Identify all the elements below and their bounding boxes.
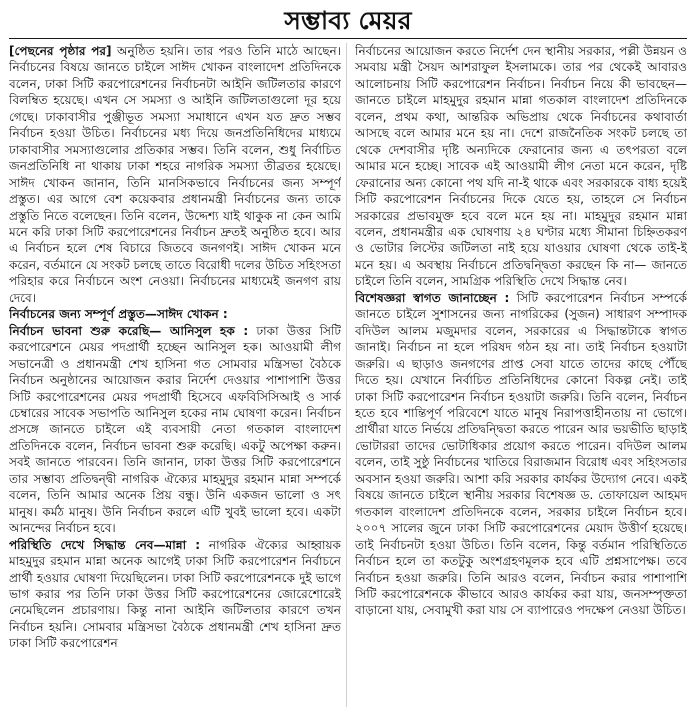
article-right-column [355,43,687,707]
paragraph-manna [9,537,341,652]
paragraph-experts [355,290,687,619]
continued-from-back-page-label: [পেছনের পৃষ্ঠার পর] [9,44,112,58]
paragraph-text: নাগরিক ঐক্যের আহ্বায়ক মাহমুদুর রহমান মান্না অনেক আগেই ঢাকা সিটি করপোরেশন নির্বাচনে প্রার্থী হওয়ার ঘোষণা দিয়েছিলেন। ঢাকা সিটি করপোরেশনকে দুই ভাগে ভাগ করার পর তিনি ঢাকা উত্তর সিটি করপোরেশনের জোরেশোরেই নেমেছিলেন প্রচারণায়। কিন্তু নানা আইনি জটিলতার কারণে তখন নির্বাচন হয়নি। সোমবার মন্ত্রিসভা বৈঠকে প্রধানমন্ত্রী শেখ হাসিনা দ্রুত ঢাকা সিটি করপোরেশন [9,537,341,651]
headline-rule [9,38,687,39]
paragraph-text: সিটি করপোরেশন নির্বাচন সম্পর্কে জানতে চাইলে সুশাসনের জন্য নাগরিকের (সুজন) সাধারণ সম্পাদক বদিউল আলম মজুমদার বলেন, সরকারের এ সিদ্ধান্তটাকে স্বাগত জানাই। নির্বাচন না হলে পরিষদ গঠন হয় না। তাই নির্বাচন হওয়াটা জরুরি। এ ছাড়াও জনগণের প্রাপ্ত সেবা যাতে তাদের কাছে পৌঁছে দিতে হয়। যেখানে নির্বাচিত প্রতিনিধিদের কোনো বিকল্প নেই। তাই ঢাকা সিটি করপোরেশন নির্বাচন হওয়াটা জরুরি। তিনি বলেন, নির্বাচন হতে হবে শান্তিপূর্ণ পরিবেশে যাতে মানুষ নিরাপত্তাহীনতায় না ভোগে। প্রার্থীরা যাতে নির্ভয়ে প্রতিদ্বন্দ্বিতা করতে পারেন আর ভয়ভীতি ছাড়াই ভোটাররা তাদের ভোটাধিকার প্রয়োগ করতে পারেন। বদিউল আলম বলেন, তাই সুষ্ঠু নির্বাচনের খাতিরে বিরাজমান বিরোধ এবং সহিংসতার অবসান হওয়া জরুরি। আশা করি সরকার কার্যকর উদ্যোগ নেবে। একই বিষয়ে জানতে চাইলে স্থানীয় সরকার বিশেষজ্ঞ ড. তোফায়েল আহমদ গতকাল বাংলাদেশ প্রতিদিনকে বলেন, সরকার চাইলে নির্বাচন হবে। ২০০৭ সালের জুনে ঢাকা সিটি করপোরেশনের মেয়াদ উত্তীর্ণ হয়েছে। তাই নির্বাচনটা হওয়া উচিত। তিনি বলেন, কিন্তু বর্তমান পরিস্থিতিতে নির্বাচন হলে তা কতটুকু অংশগ্রহণমূলক হবে এটি প্রশ্নসাপেক্ষ। তবে নির্বাচন হওয়া জরুরি। তিনি আরও বলেন, নির্বাচন করার পাশাপাশি সিটি করপোরেশনকে কীভাবে আরও কার্যকর করা যায়, জনসম্পৃক্ততা বাড়ানো যায়, সেবামুখী করা যায় সে ব্যাপারেও পদক্ষেপ নেওয়া উচিত। [355,290,687,618]
paragraph-manna-continued [355,43,687,290]
headline: সম্ভাব্য মেয়র [284,6,412,35]
subheading-anisul: নির্বাচন ভাবনা শুরু করেছি— আনিসুল হক : [9,323,249,338]
subheading-experts: বিশেষজ্ঞরা স্বাগত জানাচ্ছেন : [355,290,510,305]
paragraph-continuation [9,43,341,306]
paragraph-text: নির্বাচনের আয়োজন করতে নির্দেশ দেন স্থানীয় সরকার, পল্লী উন্নয়ন ও সমবায় মন্ত্রী সৈয়দ আশরাফুল ইসলামকে। তার পর থেকেই আবারও আলোচনায় সিটি করপোরেশন নির্বাচন। নির্বাচন নিয়ে কী ভাবছেন— জানতে চাইলে মাহমুদুর রহমান মান্না গতকাল বাংলাদেশ প্রতিদিনকে বলেন, প্রথম কথা, আন্তরিক অভিপ্রায় থেকে নির্বাচনের কথাবার্তা আসছে বলে আমার মনে হয় না। দেশে রাজনৈতিক সংকট চলছে তা থেকে দেশবাসীর দৃষ্টি অন্যদিকে ফেরানোর জন্য এ তৎপরতা বলে আমার মনে হচ্ছে। সাবেক এই আওয়ামী লীগ নেতা মনে করেন, দৃষ্টি ফেরানোর অন্য কোনো পথ যদি না-ই থাকে এবং সরকারকে বাধ্য হয়েই সিটি করপোরেশন নির্বাচনের দিকে যেতে হয়, তাহলে সে নির্বাচন সরকারের প্রভাবমুক্ত হবে বলে মনে হয় না। মাহমুদুর রহমান মান্না বলেন, প্রধানমন্ত্রীর এক ঘোষণায় ২৪ ঘণ্টার মধ্যে সীমানা চিহ্নিতকরণ ও ভোটার লিস্টের জটিলতা নাই হয়ে যাওয়ার ঘোষণা থেকে তাই-ই মনে হয়। এ অবস্থায় নির্বাচনে প্রতিদ্বন্দ্বিতা করছেন কি না— জানতে চাইলে তিনি বলেন, সামগ্রিক পরিস্থিতি দেখে সিদ্ধান্ত নেব। [355,44,687,289]
paragraph-text: ঢাকা উত্তর সিটি করপোরেশনে মেয়র পদপ্রার্থী হচ্ছেন আনিসুল হক। আওয়ামী লীগ সভানেত্রী ও প্রধানমন্ত্রী শেখ হাসিনা গত সোমবার মন্ত্রিসভা বৈঠকে নির্বাচন অনুষ্ঠানের আয়োজন করার নির্দেশ দেওয়ার পাশাপাশি উত্তর সিটি করপোরেশনের মেয়র পদপ্রার্থী হিসেবে এফবিসিসিআই ও সার্ক চেম্বারের সাবেক সভাপতি আনিসুল হকের নাম ঘোষণা করেন। নির্বাচন প্রসঙ্গে জানতে চাইলে এই ব্যবসায়ী নেতা গতকাল বাংলাদেশ প্রতিদিনকে বলেন, নির্বাচন ভাবনা শুরু করেছি। একটু অপেক্ষা করুন। সবই জানতে পারবেন। তিনি জানান, ঢাকা উত্তর সিটি করপোরেশনে তার সম্ভাব্য প্রতিদ্বন্দ্বী নাগরিক ঐক্যের মাহমুদুর রহমান মান্না সম্পর্কে বলেন, তিনি আমার অনেক প্রিয় বন্ধু। উনি একজন ভালো ও সৎ মানুষ। কর্মঠ মানুষ। উনি নির্বাচন করলে এটি খুবই ভালো হবে। একটা আনন্দের নির্বাচন হবে। [9,323,341,536]
subheading-manna: পরিস্থিতি দেখে সিদ্ধান্ত নেব—মান্না : [9,537,201,552]
paragraph-subheading-khokon [9,306,341,322]
paragraph-text: অনুষ্ঠিত হয়নি। তার পরও তিনি মাঠে আছেন। নির্বাচনের বিষয়ে জানতে চাইলে সাঈদ খোকন বাংলাদেশ প্রতিদিনকে বলেন, ঢাকা সিটি করপোরেশনের নির্বাচনটা আইনি জটিলতার কারণে বিলম্বিত হয়েছে। এখন সে সমস্যা ও আইনি জটিলতাগুলো দূর হয়ে গেছে। ঢাকাবাসীর পুঞ্জীভূত সমস্যা সমাধানে এখন যত দ্রুত সম্ভব নির্বাচন হওয়া উচিত। নির্বাচনের মধ্য দিয়ে জনপ্রতিনিধিদের মাধ্যমে ঢাকাবাসীর সমস্যাগুলোর প্রতিকার সম্ভব। তিনি বলেন, শুধু নির্বাচিত জনপ্রতিনিধি না থাকায় ঢাকা শহরে নাগরিক সমস্যা তীব্রতর হয়েছে। সাঈদ খোকন জানান, তিনি মানসিকভাবে নির্বাচনের জন্য সম্পূর্ণ প্রস্তুত। এর আগে বেশ কয়েকবার প্রধানমন্ত্রী নির্বাচনের জন্য তাকে প্রস্তুতি নিতে বলেছেন। তিনি বলেন, উদ্দেশ্য যাই থাকুক না কেন আমি মনে করি ঢাকা সিটি করপোরেশনের নির্বাচন দ্রুতই অনুষ্ঠিত হবে। আর এ নির্বাচন হলে শেষ বিচারে জিতবে জনগণই। সাঈদ খোকন মনে করেন, বর্তমানে যে সংকট চলছে তাতে বিরোধী দলের উচিত সহিংসতা পরিহার করে নির্বাচনে অংশ নেওয়া। নির্বাচনের মাধ্যমেই জনগণ রায় দেবে। [9,44,341,305]
column-divider [346,43,347,707]
headline-area [0,8,696,33]
subheading-khokon: নির্বাচনের জন্য সম্পূর্ণ প্রস্তুত—সাঈদ খোকন : [9,307,228,322]
paragraph-anisul [9,323,341,537]
article-left-column [9,43,341,707]
